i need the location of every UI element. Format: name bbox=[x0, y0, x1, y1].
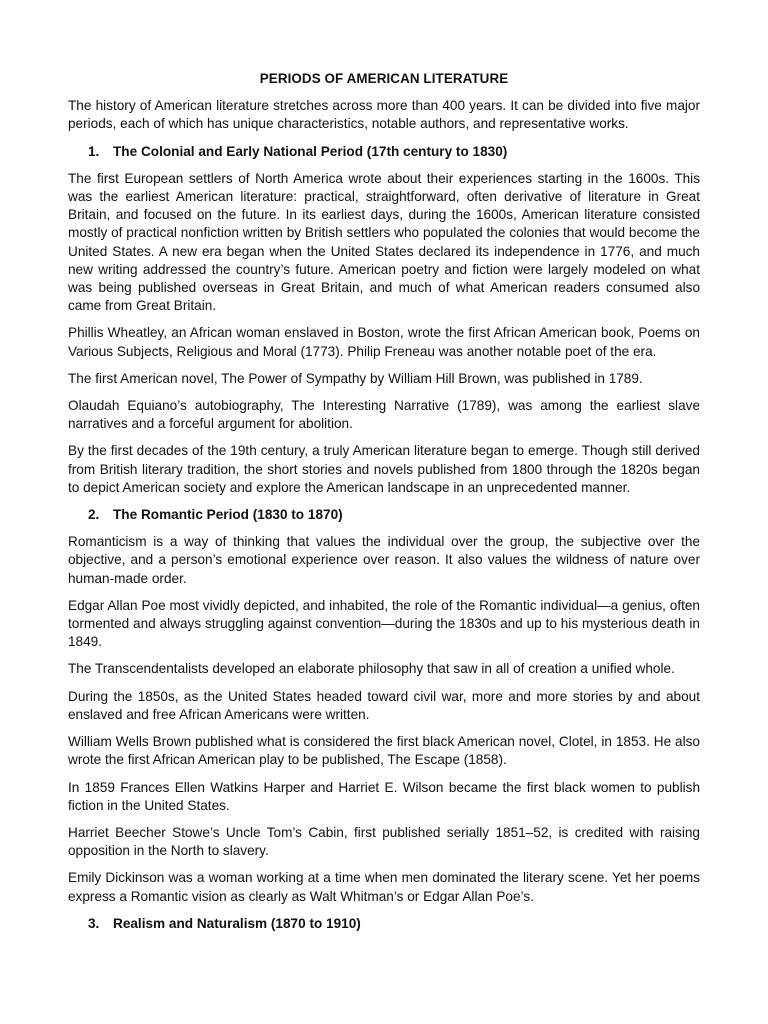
paragraph: Harriet Beecher Stowe’s Uncle Tom’s Cabin, first published serially 1851–52, is credited with raising opposition in the North to slavery. bbox=[68, 824, 700, 859]
paragraph: Emily Dickinson was a woman working at a time when men dominated the literary scene. Yet her poems express a Romantic vision as clearly as Walt Whitman’s or Edgar Allan Poe’s. bbox=[68, 870, 700, 904]
paragraph: The Transcendentalists developed an elaborate philosophy that saw in all of creation a unified whole. bbox=[68, 661, 675, 677]
paragraph: By the first decades of the 19th century, a truly American literature began to emerge. Though still derived from British literary tradition, the short stories and novels published from 1800 through the 1820s began to depict American society and explore the American landscape in an unprecedented manner. bbox=[68, 443, 700, 495]
paragraph: Olaudah Equiano’s autobiography, The Interesting Narrative (1789), was among the earliest slave narratives and a forceful argument for abolition. bbox=[68, 398, 700, 432]
paragraph: In 1859 Frances Ellen Watkins Harper and Harriet E. Wilson became the first black women to publish fiction in the United States. bbox=[68, 779, 700, 813]
document-page bbox=[68, 70, 700, 942]
section-number: 1. bbox=[88, 143, 100, 159]
paragraph: The first European settlers of North America wrote about their experiences starting in the 1600s. This was the earliest American literature: practical, straightforward, often derivative of literature in Great Britain, and focused on the future. In its earliest days, during the 1600s, American literature consisted mostly of practical nonfiction written by British settlers who populated the colonies that would become the United States. A new era began when the United States declared its independence in 1776, and much new writing addressed the country’s future. American poetry and fiction were largely modeled on what was being published overseas in Great Britain, and much of what American readers consumed also came from Great Britain. bbox=[68, 170, 700, 314]
section-number: 2. bbox=[88, 507, 100, 523]
section-number: 3. bbox=[88, 915, 100, 931]
paragraph: William Wells Brown published what is considered the first black American novel, Clotel, in 1853. He also wrote the first African American play to be published, The Escape (1858). bbox=[68, 734, 700, 768]
section-heading-text: The Colonial and Early National Period (17th century to 1830) bbox=[113, 143, 508, 159]
section-heading-colonial bbox=[68, 143, 700, 161]
section-heading-realism bbox=[68, 915, 700, 933]
section-heading-text: The Romantic Period (1830 to 1870) bbox=[113, 507, 343, 523]
paragraph: Romanticism is a way of thinking that values the individual over the group, the subjective over the objective, and a person’s emotional experience over reason. It also values the wildness of nature over human-made order. bbox=[68, 534, 700, 586]
paragraph: Edgar Allan Poe most vividly depicted, and inhabited, the role of the Romantic individual—a genius, often tormented and always struggling against convention—during the 1830s and up to his mysterious death in 1849. bbox=[68, 597, 700, 650]
intro-paragraph: The history of American literature stretches across more than 400 years. It can be divided into five major periods, each of which has unique characteristics, notable authors, and representative works. bbox=[68, 98, 700, 132]
section-heading-romantic bbox=[68, 506, 700, 524]
document-title: PERIODS OF AMERICAN LITERATURE bbox=[259, 71, 509, 86]
section-heading-text: Realism and Naturalism (1870 to 1910) bbox=[113, 915, 361, 931]
paragraph: Phillis Wheatley, an African woman enslaved in Boston, wrote the first African American book, Poems on Various Subjects, Religious and Moral (1773). Philip Freneau was another notable poet of the era. bbox=[68, 325, 700, 359]
paragraph: The first American novel, The Power of Sympathy by William Hill Brown, was published in 1789. bbox=[68, 370, 643, 386]
paragraph: During the 1850s, as the United States headed toward civil war, more and more stories by and about enslaved and free African Americans were written. bbox=[68, 688, 700, 722]
